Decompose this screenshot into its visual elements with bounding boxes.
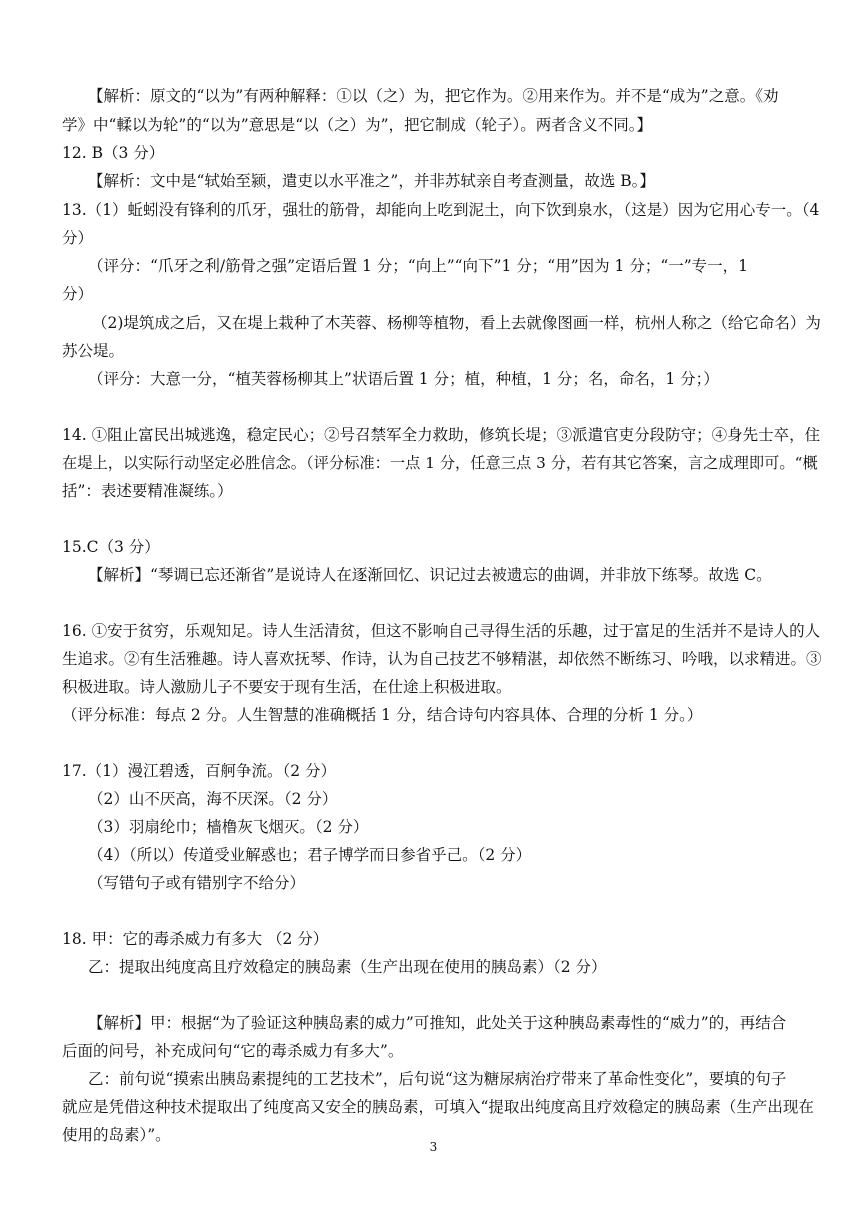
answer-14-line-2: 在堤上，以实际行动坚定必胜信念。（评分标准：一点 1 分，任意三点 3 分，若有其它答案，言之成理即可。“概 — [62, 454, 818, 472]
scoring-13-1-line-1: （评分：“爪牙之利/筋骨之强”定语后置 1 分；“向上”“向下”1 分；“用”因为 1 分；“一”专一，1 — [88, 257, 749, 275]
page-number: 3 — [429, 1140, 438, 1154]
answer-16-line-1: 16. ①安于贫穷，乐观知足。诗人生活清贫，但这不影响自己寻得生活的乐趣，过于富足的生活并不是诗人的人 — [62, 622, 821, 640]
analysis-12: 【解析：文中是“轼始至颍，遣吏以水平准之”，并非苏轼亲自考查测量，故选 B。】 — [88, 172, 655, 190]
answer-13-1-line-1: 13.（1）蚯蚓没有锋利的爪牙，强壮的筋骨，却能向上吃到泥土，向下饮到泉水，（这是）因为它用心专一。（4 — [62, 201, 820, 219]
answer-18-b: 乙：提取出纯度高且疗效稳定的胰岛素（生产出现在使用的胰岛素）（2 分） — [88, 958, 607, 976]
answer-17-4: （4）（所以）传道受业解惑也；君子博学而日参省乎己。（2 分） — [88, 846, 532, 864]
answer-13-2-line-1: （2)堤筑成之后，又在堤上栽种了木芙蓉、杨柳等植物，看上去就像图画一样，杭州人称之（给它命名）为 — [92, 314, 821, 332]
answer-16-line-2: 生追求。②有生活雅趣。诗人喜欢抚琴、作诗，认为自己技艺不够精湛，却依然不断练习、吟哦，以求精进。③ — [62, 650, 822, 668]
answer-14-line-3: 括”：表述要精准凝练。） — [62, 482, 233, 500]
answer-12: 12. B（3 分） — [62, 144, 165, 162]
answer-13-2-line-2: 苏公堤。 — [62, 342, 125, 360]
answer-14-line-1: 14. ①阻止富民出城逃逸，稳定民心；②号召禁军全力救助，修筑长堤；③派遣官吏分段防守；④身先士卒，住 — [62, 426, 821, 444]
scoring-17: （写错句子或有错别字不给分） — [88, 874, 306, 892]
scoring-16: （评分标准：每点 2 分。人生智慧的准确概括 1 分，结合诗句内容具体、合理的分析 1 分。） — [62, 706, 703, 724]
analysis-18-line-2: 后面的问号，补充成问句“它的毒杀威力有多大”。 — [62, 1042, 404, 1060]
analysis-18-line-3: 乙：前句说“摸索出胰岛素提纯的工艺技术”，后句说“这为糖尿病治疗带来了革命性变化”，要填的句子 — [88, 1070, 787, 1088]
answer-15: 15.C（3 分） — [62, 538, 160, 556]
analysis-18-line-5: 使用的岛素）”。 — [62, 1126, 171, 1144]
answer-17-1: 17.（1）漫江碧透，百舸争流。（2 分） — [62, 762, 337, 780]
analysis-11-line-2: 学》中“輮以为轮”的“以为”意思是“以（之）为”，把它制成（轮子）。两者含义不同。】 — [62, 116, 653, 134]
scoring-13-2: （评分：大意一分，“植芙蓉杨柳其上”状语后置 1 分；植，种植，1 分；名，命名，1 分；） — [88, 370, 719, 388]
analysis-11-line-1: 【解析：原文的“以为”有两种解释：①以（之）为，把它作为。②用来作为。并不是“成为”之意。《劝 — [88, 87, 779, 105]
analysis-18-line-4: 就应是凭借这种技术提取出了纯度高又安全的胰岛素，可填入“提取出纯度高且疗效稳定的胰岛素（生产出现在 — [62, 1098, 814, 1116]
analysis-15: 【解析】“琴调已忘还渐省”是说诗人在逐渐回忆、识记过去被遗忘的曲调，并非放下练琴。故选 C。 — [88, 566, 772, 584]
answer-13-1-line-2: 分） — [62, 229, 94, 247]
scoring-13-1-line-2: 分） — [62, 285, 94, 303]
answer-17-2: （2）山不厌高，海不厌深。（2 分） — [88, 790, 338, 808]
answer-18-a: 18. 甲：它的毒杀威力有多大 （2 分） — [62, 930, 329, 948]
answer-16-line-3: 积极进取。诗人激励儿子不要安于现有生活，在仕途上积极进取。 — [62, 678, 512, 696]
analysis-18-line-1: 【解析】甲：根据“为了验证这种胰岛素的威力”可推知，此处关于这种胰岛素毒性的“威力”的，再结合 — [88, 1014, 787, 1032]
answer-17-3: （3）羽扇纶巾；樯橹灰飞烟灭。（2 分） — [88, 818, 369, 836]
